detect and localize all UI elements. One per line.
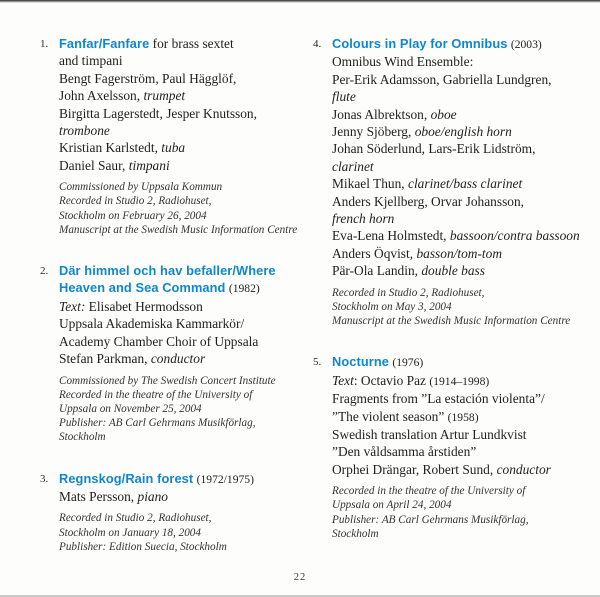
track-text: timpani — [128, 157, 170, 173]
credit-line: Recorded in Studio 2, Radiohuset, — [332, 286, 485, 299]
track-text-line — [59, 157, 297, 174]
track-text: Elisabet Hermodsson — [85, 298, 203, 314]
track-text-line — [332, 245, 591, 262]
track-text: Text — [332, 372, 354, 388]
track-body — [59, 470, 295, 554]
track-text-line — [332, 210, 591, 227]
track-text: Eva-Lena Holmstedt, — [332, 228, 450, 244]
credit-line: Commissioned by Uppsala Kommun — [59, 181, 223, 194]
track-item — [40, 470, 295, 554]
credit-line: Uppsala on November 25, 2004 — [59, 402, 202, 415]
track-text-line — [59, 70, 297, 87]
track-text-line — [59, 315, 295, 332]
track-number: 2. — [40, 265, 49, 278]
track-text-line — [59, 333, 295, 350]
track-body — [59, 262, 295, 444]
track-text: (1976) — [392, 356, 424, 370]
track-text-line — [332, 262, 591, 279]
track-text: ”Den våldsamma årstiden” — [332, 444, 477, 460]
track-text: double bass — [421, 263, 485, 279]
track-text: Swedish translation Artur Lundkvist — [332, 426, 527, 442]
track-number: 1. — [40, 38, 49, 50]
track-text: flute — [332, 89, 356, 105]
track-text: Academy Chamber Choir of Uppsala — [59, 333, 259, 349]
track-text-line — [59, 139, 297, 156]
track-text: oboe — [430, 106, 457, 122]
credit-line: Commissioned by The Swedish Concert Institute — [59, 374, 276, 387]
track-text-line — [332, 193, 591, 210]
track-item — [313, 353, 591, 541]
track-text-line — [59, 350, 295, 367]
track-text: : Octavio Paz — [353, 372, 430, 388]
track-text: bassoon/contra bassoon — [449, 228, 580, 244]
track-text-line — [59, 298, 295, 315]
track-text-line — [59, 488, 295, 505]
track-body — [332, 35, 591, 328]
track-text: (1972/1975) — [196, 472, 254, 486]
track-text: (2003) — [510, 38, 542, 51]
credit-line: Manuscript at the Swedish Music Information Centre — [332, 315, 571, 328]
track-item — [40, 262, 295, 444]
track-text: Jonas Albrektson, — [332, 106, 431, 122]
track-text-line — [332, 106, 591, 123]
track-text: oboe/english horn — [414, 124, 512, 140]
track-title: Heaven and Sea Command — [59, 280, 226, 296]
track-text: Omnibus Wind Ensemble: — [332, 54, 474, 70]
track-credits — [59, 180, 297, 237]
track-text: Daniel Saur, — [59, 157, 129, 173]
track-title: Fanfar/Fanfare — [59, 36, 150, 51]
track-credits — [59, 511, 295, 554]
track-text-line — [332, 123, 591, 140]
track-text: Anders Öqvist, — [332, 245, 417, 261]
track-credits — [59, 374, 295, 445]
track-text: (1914–1998) — [429, 374, 490, 388]
track-text: Text: — [59, 298, 86, 314]
track-text: clarinet/bass clarinet — [408, 176, 523, 192]
credit-line: Stockholm — [332, 527, 379, 540]
track-text-line — [332, 353, 591, 371]
credit-line: Stockholm on February 26, 2004 — [59, 209, 207, 222]
track-text-line — [332, 390, 591, 407]
track-text: Birgitta Lagerstedt, Jesper Knutsson, — [59, 105, 257, 121]
track-text: Orphei Drängar, Robert Sund, — [332, 461, 497, 477]
track-text: Kristian Karlstedt, — [59, 140, 162, 156]
track-text-line — [332, 408, 591, 426]
track-text-line — [332, 88, 591, 105]
track-body — [332, 353, 591, 541]
track-text: conductor — [496, 461, 551, 477]
track-text: Mats Persson, — [59, 488, 138, 504]
track-text: Fragments from ”La estación violenta”/ — [332, 391, 545, 407]
track-number: 4. — [313, 38, 322, 50]
credit-line: Uppsala on April 24, 2004 — [332, 499, 452, 512]
credit-line: Stockholm on May 3, 2004 — [332, 300, 452, 313]
credit-line: Recorded in the theatre of the University of — [332, 485, 526, 498]
track-text: french horn — [332, 211, 395, 227]
track-text-line — [59, 262, 295, 279]
track-text: Stefan Parkman, — [59, 351, 151, 367]
track-text: Bengt Fagerström, Paul Hägglöf, — [59, 70, 237, 86]
track-text: John Axelsson, — [59, 88, 144, 104]
track-text-line — [332, 426, 591, 443]
track-text: Uppsala Akademiska Kammarkör/ — [59, 316, 245, 332]
track-text-line — [332, 53, 591, 70]
track-text: tuba — [161, 140, 186, 156]
track-text: for brass sextet — [149, 36, 234, 51]
track-text-line — [332, 71, 591, 88]
track-text-line — [332, 175, 591, 192]
track-text-line — [332, 35, 591, 53]
track-text: Johan Söderlund, Lars-Erik Lidström, — [332, 141, 536, 157]
track-text: Pär-Ola Landin, — [332, 263, 422, 279]
track-text: (1982) — [228, 282, 260, 296]
track-text-line — [59, 122, 297, 139]
track-text: Per-Erik Adamsson, Gabriella Lundgren, — [332, 71, 552, 87]
track-title: Colours in Play for Omnibus — [332, 36, 508, 51]
track-text: Mikael Thun, — [332, 176, 408, 192]
track-credits — [332, 484, 591, 541]
page-number: 22 — [293, 572, 307, 583]
credit-line: Recorded in Studio 2, Radiohuset, — [59, 195, 212, 208]
column-left — [40, 35, 298, 579]
track-text: and timpani — [59, 53, 123, 69]
track-item — [313, 35, 591, 328]
track-title: Regnskog/Rain forest — [59, 470, 194, 486]
track-text: ”The violent season” — [332, 408, 448, 424]
track-title: Där himmel och hav befaller/Where — [59, 263, 276, 279]
track-credits — [332, 286, 591, 329]
track-number: 5. — [313, 356, 322, 369]
track-title: Nocturne — [332, 354, 389, 370]
track-text-line — [59, 279, 295, 297]
track-item — [40, 35, 298, 237]
credit-line: Publisher: AB Carl Gehrmans Musikförlag, — [332, 513, 529, 526]
track-text: (1958) — [447, 410, 479, 424]
track-text-line — [59, 105, 297, 122]
credit-line: Recorded in Studio 2, Radiohuset, — [59, 512, 212, 525]
track-text-line — [332, 140, 591, 157]
column-right — [313, 35, 591, 579]
credit-line: Manuscript at the Swedish Music Information Centre — [59, 223, 298, 236]
track-text-line — [59, 87, 297, 104]
track-text-line — [332, 443, 591, 460]
track-text-line — [59, 35, 297, 52]
track-text: trumpet — [143, 88, 186, 104]
track-text-line — [332, 158, 591, 175]
track-text: piano — [137, 488, 169, 504]
track-text-line — [59, 52, 297, 69]
track-text: trombone — [59, 123, 110, 139]
track-text: Jenny Sjöberg, — [332, 124, 415, 140]
credit-line: Stockholm on January 18, 2004 — [59, 526, 201, 539]
track-text: clarinet — [332, 158, 374, 174]
credit-line: Stockholm — [59, 431, 106, 444]
track-text: conductor — [150, 351, 206, 367]
page-top-edge — [0, 0, 600, 3]
credit-line: Publisher: Edition Suecia, Stockholm — [59, 540, 227, 553]
track-number: 3. — [40, 472, 49, 485]
track-body — [59, 35, 297, 237]
track-text-line — [332, 461, 591, 478]
track-text-line — [332, 227, 591, 244]
track-text-line — [59, 470, 295, 488]
track-text-line — [332, 372, 591, 390]
track-text: basson/tom-tom — [416, 245, 502, 261]
credit-line: Publisher: AB Carl Gehrmans Musikförlag, — [59, 417, 256, 430]
credit-line: Recorded in the theatre of the University of — [59, 388, 253, 401]
track-text: Anders Kjellberg, Orvar Johansson, — [332, 193, 525, 209]
